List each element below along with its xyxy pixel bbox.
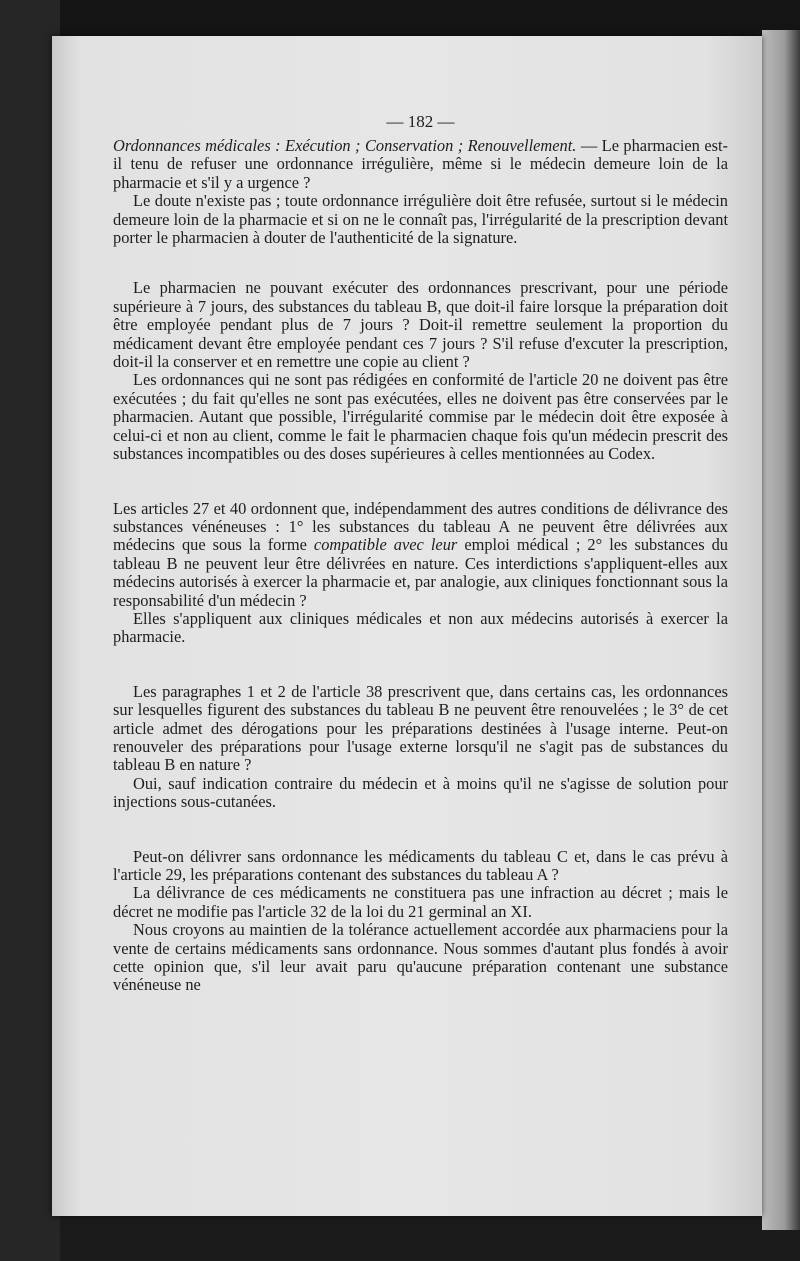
- paragraph-text: emploi médical ; 2° les substances du tableau B ne peuvent leur être délivrées en nature. Ces interdictions s'appliquent-elles aux médecins autorisés à exercer la pharmacie et, par analogie, aux cliniques fonctionnant sous la responsabilité d'un médecin ?: [113, 535, 729, 610]
- paragraph: Le doute n'existe pas ; toute ordonnance irrégulière doit être refusée, surtout si le médecin demeure loin de la pharmacie et si on ne le connaît pas, l'irrégularité de la prescription devant porter le pharmacien à douter de l'authenticité de la signature.: [113, 191, 728, 248]
- scan-background-top: [0, 0, 800, 40]
- section-heading: Ordonnances médicales : Exécution ; Conservation ; Renouvellement.: [113, 136, 577, 155]
- paragraph: Les paragraphes 1 et 2 de l'article 38 prescrivent que, dans certains cas, les ordonnances sur lesquelles figurent des substances du tableau B ne peuvent être renouvelées ; le 3° de cet article admet des dérogations pour les préparations destinées à l'usage interne. Peut-on renouveler des préparations pour l'usage externe lorsqu'il ne s'agit pas de substances du tableau B en nature ?: [113, 681, 728, 775]
- paragraph: Elles s'appliquent aux cliniques médicales et non aux médecins autorisés à exercer la pharmacie.: [113, 608, 728, 647]
- paragraph: La délivrance de ces médicaments ne constituera pas une infraction au décret ; mais le décret ne modifie pas l'article 32 de la loi du 21 germinal an XI.: [113, 883, 728, 921]
- section-gap: [113, 464, 728, 500]
- section-tableau-c: [113, 848, 728, 995]
- page-text: [113, 105, 728, 995]
- section-gap: [113, 647, 728, 683]
- page-edge-right: [762, 30, 800, 1230]
- paragraph: Peut-on délivrer sans ordonnance les médicaments du tableau C et, dans le cas prévu à l'article 29, les préparations contenant des substances du tableau A ?: [113, 846, 728, 884]
- paragraph: [113, 137, 728, 192]
- section-article-38: [113, 683, 728, 812]
- section-tableau-b-sept-jours: [113, 279, 728, 463]
- paragraph-text: Les articles 27 et 40 ordonnent que, indépendamment des autres conditions de délivrance des substances vénéneuses : 1° les substances du tableau A ne peuvent être délivrées aux médecins que sous la forme: [113, 498, 728, 555]
- section-gap: [113, 247, 728, 279]
- section-ordonnances-irregulieres: [113, 137, 728, 247]
- italic-phrase: compatible avec leur: [313, 535, 458, 555]
- paragraph: Oui, sauf indication contraire du médecin et à moins qu'il ne s'agisse de solution pour injections sous-cutanées.: [113, 773, 728, 812]
- paragraph: Nous croyons au maintien de la tolérance actuellement accordée aux pharmaciens pour la vente de certains médicaments sans ordonnance. Nous sommes d'autant plus fondés à avoir cette opinion que, s'il leur avait paru qu'aucune préparation contenant une substance vénéneuse ne: [113, 920, 728, 995]
- paragraph: [113, 500, 728, 610]
- section-articles-27-40: [113, 500, 728, 647]
- page-number: — 182 —: [386, 112, 455, 131]
- paragraph: Le pharmacien ne pouvant exécuter des ordonnances prescrivant, pour une période supérieure à 7 jours, des substances du tableau B, que doit-il faire lorsque la préparation doit être employée pendant plus de 7 jours ? Doit-il remettre seulement la proportion du médicament devant être employée pendant ces 7 jours ? S'il refuse d'excuter la prescription, doit-il la conserver et en remettre une copie au client ?: [113, 278, 728, 372]
- section-gap: [113, 812, 728, 848]
- scan-background-left: [0, 0, 60, 1261]
- paragraph: Les ordonnances qui ne sont pas rédigées en conformité de l'article 20 ne doivent pas être exécutées ; du fait qu'elles ne sont pas exécutées, elles ne doivent pas être conservées par le pharmacien. Autant que possible, l'irrégularité commise par le médecin doit être exposée à celui-ci et non au client, comme le fait le pharmacien chaque fois qu'un médecin prescrit des substances incompatibles ou des doses supérieures à celles mentionnées au Codex.: [113, 370, 728, 464]
- paragraph-text: — Le pharmacien est-il tenu de refuser une ordonnance irrégulière, même si le médecin demeure loin de la pharmacie et s'il y a urgence ?: [113, 136, 728, 192]
